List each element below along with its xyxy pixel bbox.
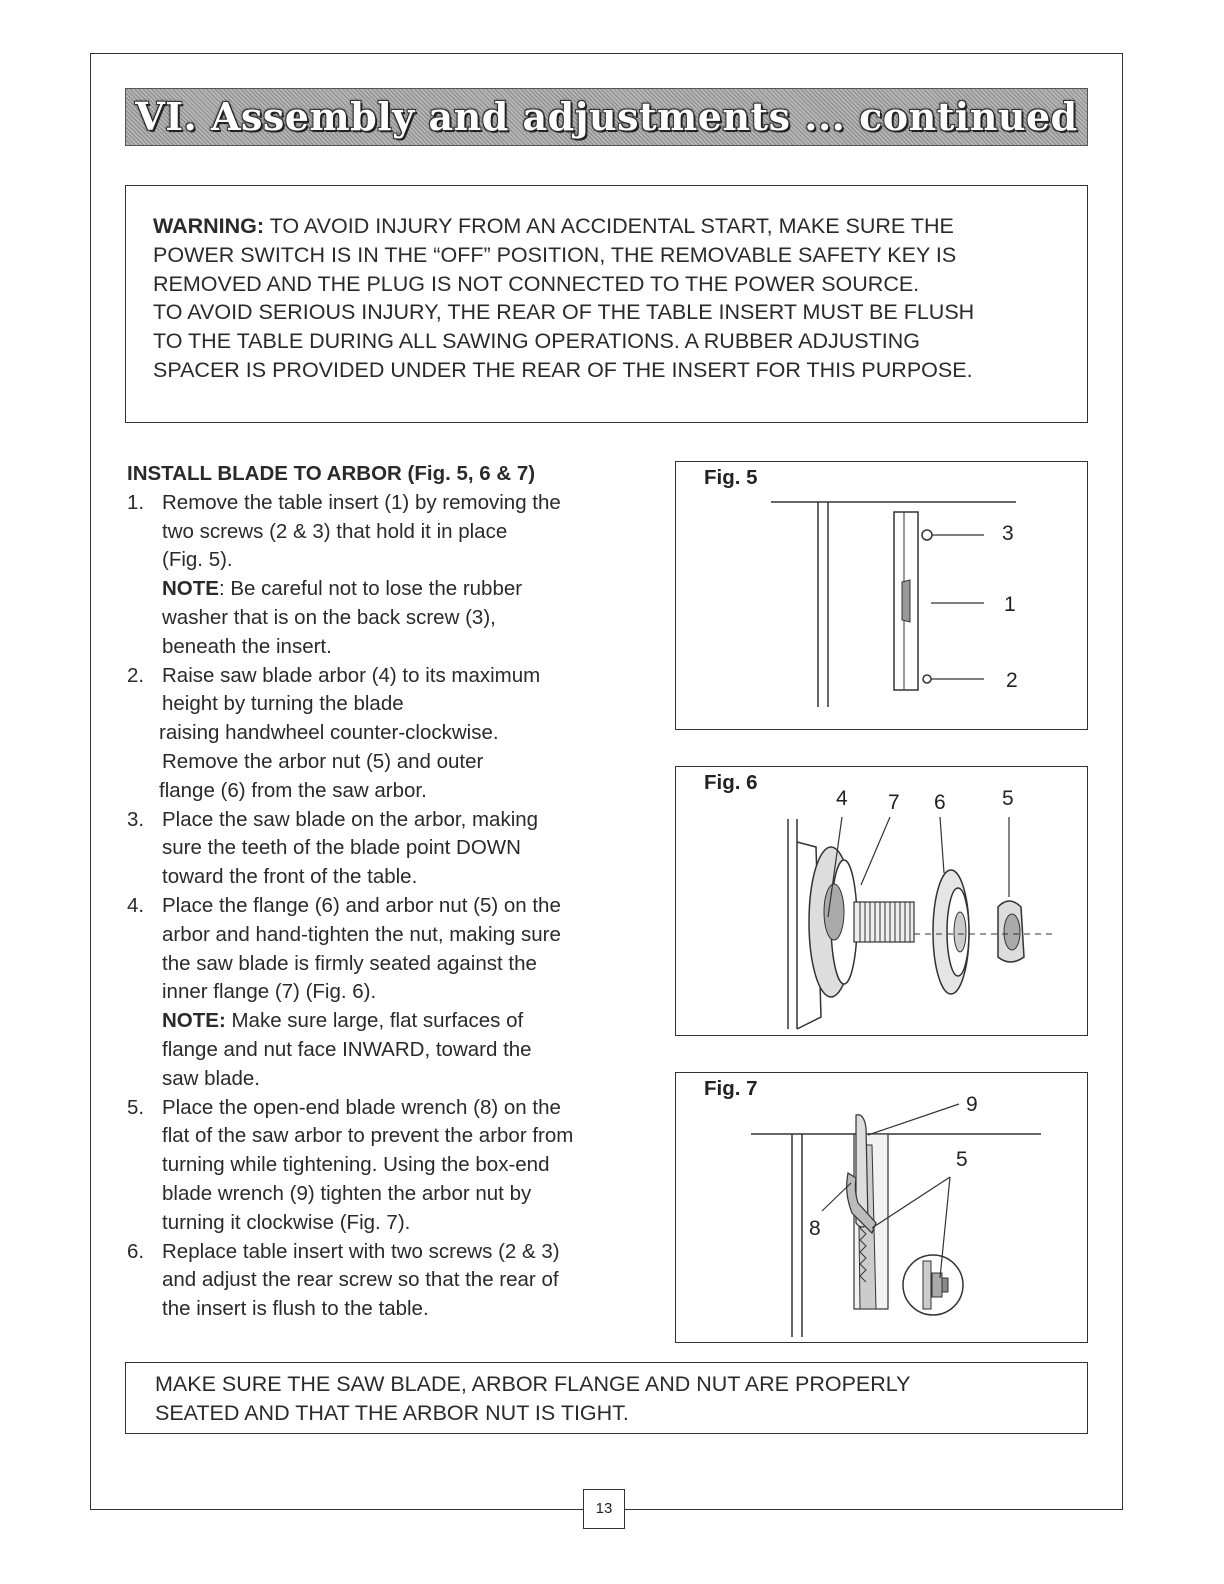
notice-line-2: SEATED AND THAT THE ARBOR NUT IS TIGHT. — [155, 1400, 629, 1425]
warning-line-3: REMOVED AND THE PLUG IS NOT CONNECTED TO THE POWER SOURCE. — [153, 271, 920, 296]
figure-7-drawing — [676, 1073, 1089, 1344]
step-3: 3. Place the saw blade on the arbor, making sure the teeth of the blade point DOWN toward the front of the table. — [127, 807, 539, 889]
section-heading: INSTALL BLADE TO ARBOR (Fig. 5, 6 & 7) — [127, 462, 536, 485]
fig7-callout-5: 5 — [956, 1148, 968, 1171]
fig6-callout-5: 5 — [1002, 787, 1014, 810]
fig5-callout-3: 3 — [1002, 522, 1014, 545]
figure-6-label: Fig. 6 — [704, 771, 758, 794]
step-4: 4. Place the flange (6) and arbor nut (5) on the arbor and hand-tighten the nut, making sure the saw blade is firmly seated against the inner flange (7) (Fig. 6). NOTE: Make sure large, flat surfaces of flange and nut face INWARD, toward the saw blade. — [127, 892, 647, 1094]
step-6: 6. Replace table insert with two screws (2 & 3) and adjust the rear screw so that the rear of the insert is flush to the table. — [127, 1239, 560, 1321]
warning-line-6: SPACER IS PROVIDED UNDER THE REAR OF THE INSERT FOR THIS PURPOSE. — [153, 357, 973, 382]
figure-7 — [675, 1072, 1088, 1343]
fig6-callout-6: 6 — [934, 791, 946, 814]
fig7-callout-8: 8 — [809, 1217, 821, 1240]
footer-rule-right — [625, 1509, 1123, 1510]
page-number: 13 — [583, 1489, 625, 1529]
fig7-callout-9: 9 — [966, 1093, 978, 1116]
figure-5-drawing — [676, 462, 1089, 731]
instructions — [127, 460, 647, 1324]
figure-6 — [675, 766, 1088, 1036]
fig6-callout-7: 7 — [888, 791, 900, 814]
warning-line-1: WARNING: TO AVOID INJURY FROM AN ACCIDENTAL START, MAKE SURE THE — [153, 214, 954, 238]
footer-rule-left — [90, 1509, 583, 1510]
warning-line-4: TO AVOID SERIOUS INJURY, THE REAR OF THE TABLE INSERT MUST BE FLUSH — [153, 300, 975, 325]
steps-list — [127, 489, 647, 1324]
fig6-callout-4: 4 — [836, 787, 848, 810]
figure-5 — [675, 461, 1088, 730]
fig5-callout-2: 2 — [1006, 669, 1018, 692]
section-title: VI. Assembly and adjustments ... continued — [135, 94, 1078, 139]
step-4-note: NOTE: Make sure large, flat surfaces of — [162, 1009, 524, 1033]
notice-line-1: MAKE SURE THE SAW BLADE, ARBOR FLANGE AND NUT ARE PROPERLY — [155, 1372, 911, 1396]
step-1: 1. Remove the table insert (1) by removing the two screws (2 & 3) that hold it in place (Fig. 5). NOTE: Be careful not to lose the rubber washer that is on the back screw (3), beneath the insert. — [127, 489, 647, 662]
fig5-callout-1: 1 — [1004, 593, 1016, 616]
warning-box — [125, 185, 1088, 423]
figure-5-label: Fig. 5 — [704, 466, 758, 489]
step-2: 2. Raise saw blade arbor (4) to its maximum height by turning the blade raising handwheel counter-clockwise. Remove the arbor nut (5) and outer flange (6) from the saw arbor. — [127, 663, 541, 802]
notice-box — [125, 1362, 1088, 1434]
step-1-note: NOTE: Be careful not to lose the rubber — [162, 577, 523, 601]
warning-label: WARNING: — [153, 214, 265, 238]
figure-6-drawing — [676, 767, 1089, 1037]
warning-line-2: POWER SWITCH IS IN THE “OFF” POSITION, THE REMOVABLE SAFETY KEY IS — [153, 242, 957, 267]
figure-7-label: Fig. 7 — [704, 1077, 758, 1100]
step-5: 5. Place the open-end blade wrench (8) on the flat of the saw arbor to prevent the arbor from turning while tightening. Using the box-end blade wrench (9) tighten the arbor nut by turning it clockwise (Fig. 7). — [127, 1095, 574, 1234]
warning-line-5: TO THE TABLE DURING ALL SAWING OPERATIONS. A RUBBER ADJUSTING — [153, 329, 921, 354]
section-banner — [125, 88, 1088, 146]
